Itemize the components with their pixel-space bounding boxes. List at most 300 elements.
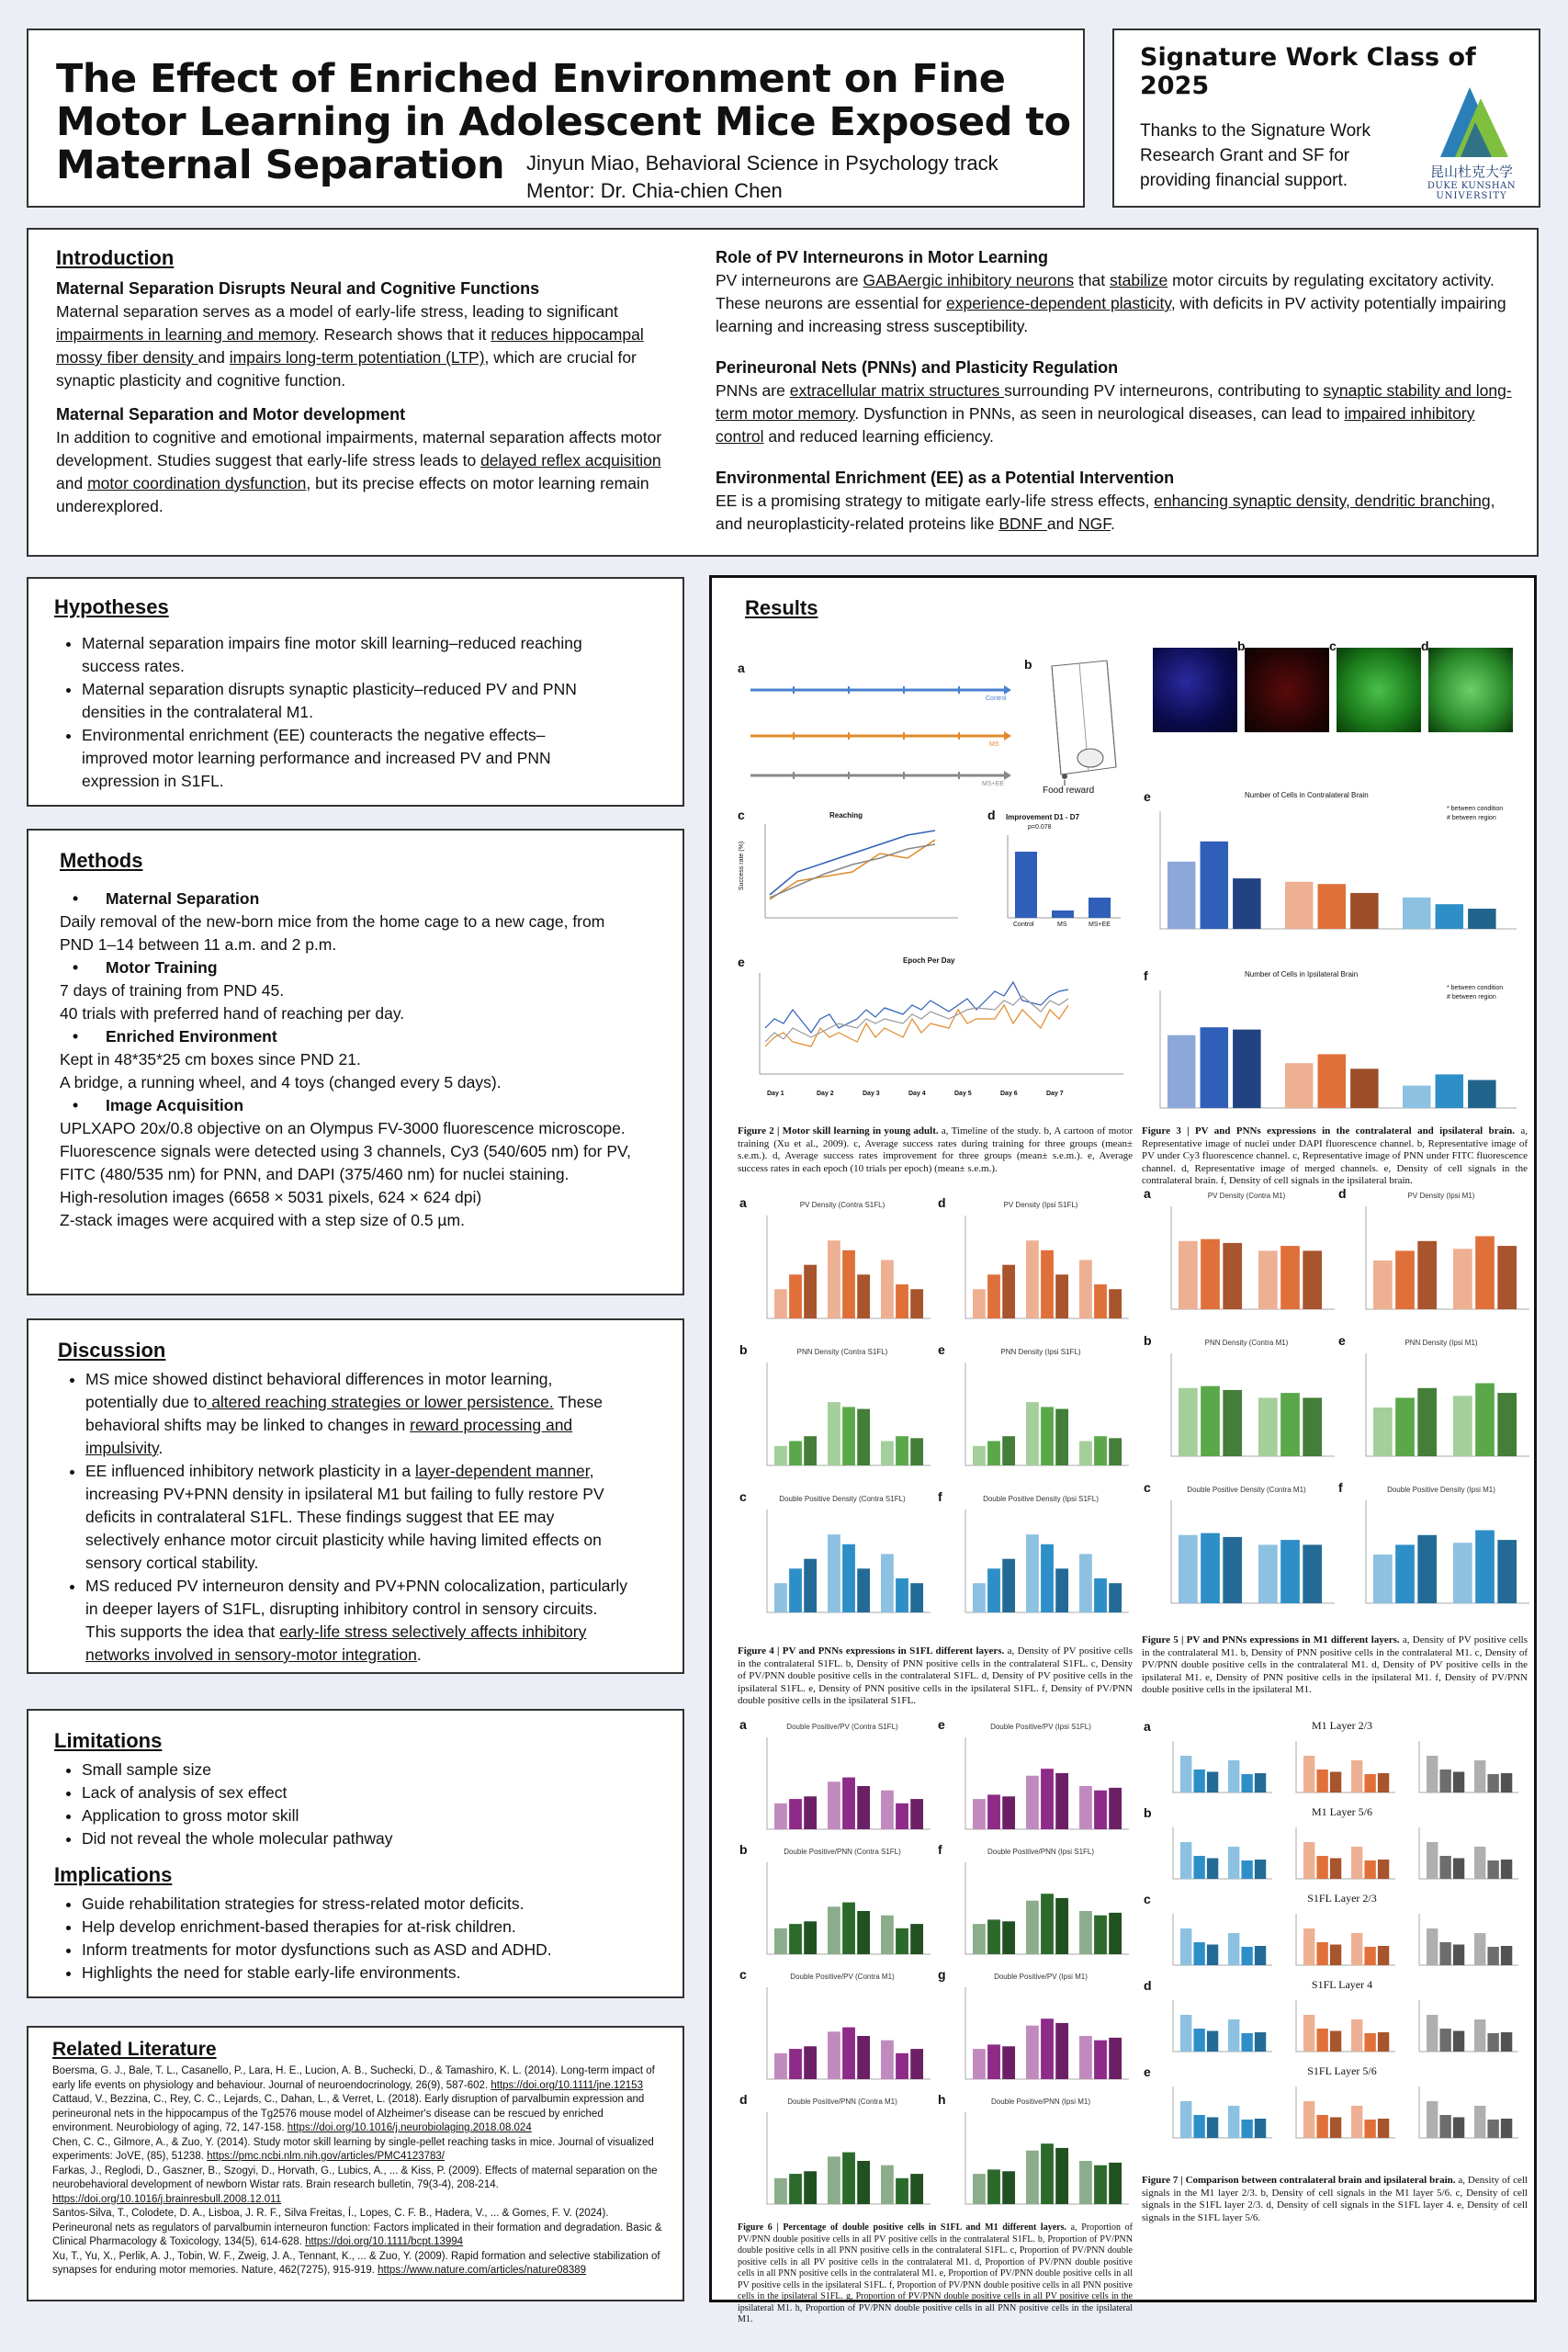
thanks-line-3: providing financial support.: [1140, 171, 1348, 190]
mini-chart-title: PV Density (Contra M1): [1207, 1192, 1286, 1200]
mini-bar-chart: [1403, 1820, 1522, 1892]
panel-letter: b: [1237, 639, 1246, 653]
bar: [1041, 2143, 1054, 2204]
mini-chart-title: PV Density (Ipsi S1FL): [1003, 1201, 1078, 1209]
bar: [1055, 2023, 1068, 2079]
x-tick: Control: [1013, 922, 1034, 928]
mini-chart: [1338, 1480, 1533, 1612]
bar: [1201, 1386, 1220, 1456]
reference-2: Cattaud, V., Bezzina, C., Rey, C. C., Lejards, C., Dahan, L., & Verret, L. (2018). Early disruption of parvalbumin expression and perineuronal nets in the hippocampus of the Tg2576 mouse model of Alzheimer's disease can be rescued by enriched environment. Neurobiology of aging, 72, 147-158. https://doi.org/10.1016/j.neurobiolaging.2018.08.024: [52, 2094, 645, 2133]
mini-bar-chart: [750, 2105, 934, 2217]
mini-chart: [739, 1342, 934, 1475]
mini-chart: [1338, 1186, 1533, 1318]
intro-s2-text: In addition to cognitive and emotional impairments, maternal separation affects motor development. Studies suggest that early-life stress leads to delayed reflex acquisition and motor coordination dysfunction, but its precise effects on motor learning remain underexplored.: [56, 428, 662, 515]
discussion-item-2: • EE influenced inhibitory network plasticity in a layer-dependent manner, increasing PV+PNN density in ipsilateral M1 but failing to fully restore PV deficits in contralateral S1FL. These findings suggest that EE may selectively enhance motor circuit plasticity while having limited effects on sensory cortical stability.: [85, 1460, 629, 1575]
bar: [1180, 1928, 1191, 1965]
fig5-caption: Figure 5 | PV and PNNs expressions in M1 different layers. a, Density of PV positive cells in the contralateral M1. b, Density of PNN positive cells in the contralateral M1. c, Density of PV/PNN double positive cells in the contralateral M1. d, Density of PV positive cells in the ipsilateral M1. e, Density of PNN positive cells in the ipsilateral M1. f, Density of PV/PNN double positive cells in the ipsilateral M1.: [1142, 1634, 1528, 1695]
bar: [1378, 1860, 1389, 1879]
bar: [973, 1924, 986, 1954]
x-tick: Day 3: [863, 1091, 880, 1097]
bar: [1330, 1772, 1341, 1793]
panel-letter: d: [739, 2092, 748, 2107]
panel-letter: e: [738, 955, 745, 969]
bar: [1079, 1554, 1092, 1612]
mini-bar-chart: [949, 1355, 1133, 1478]
author: Jinyun Miao, Behavioral Science in Psychology track: [526, 152, 998, 175]
bar: [1474, 1847, 1485, 1879]
bar: [1475, 1384, 1495, 1457]
mini-bar-chart: [949, 1730, 1133, 1842]
mini-chart: [739, 1195, 934, 1328]
panel-letter: a: [1144, 1719, 1151, 1734]
bar: [1041, 1407, 1054, 1465]
fig7-row: [1144, 1892, 1528, 1978]
bar: [1395, 1250, 1415, 1309]
mini-bar-chart: [1160, 990, 1517, 1108]
fig4-caption: Figure 4 | PV and PNNs expressions in S1FL different layers. a, Density of PV positive cells in the contralateral S1FL. b, Density of PNN positive cells in the contralateral S1FL. c, Density of PV/PNN double positive cells in the contralateral S1FL. d, Density of PV positive cells in the ipsilateral S1FL. e, Density of PNN positive cells in the ipsilateral S1FL. f, Density of PV/PNN double positive cells in the ipsilateral S1FL.: [738, 1645, 1133, 1706]
panel-letter: a: [1144, 1186, 1151, 1201]
mini-chart-title: Double Positive/PV (Ipsi M1): [994, 1973, 1088, 1981]
method-text-separation: Daily removal of the new-born mice from the home cage to a new cage, from PND 1–14 between 11 a.m. and 2 p.m.: [60, 912, 605, 954]
bar: [1303, 1842, 1314, 1879]
bar: [1436, 904, 1463, 929]
mini-bar-chart: [750, 1355, 934, 1478]
bar: [1285, 882, 1313, 929]
bar: [1280, 1393, 1300, 1456]
discussion-title: Discussion: [58, 1339, 166, 1362]
thanks-line-1: Thanks to the Signature Work: [1140, 121, 1371, 141]
mini-bar-chart: [1156, 2079, 1276, 2151]
panel-letter: e: [1144, 789, 1151, 804]
bar: [842, 2153, 855, 2204]
bar: [1453, 1772, 1464, 1793]
hypotheses-list: [54, 632, 657, 793]
bar: [1417, 1535, 1437, 1603]
fig7-row: [1144, 1978, 1528, 2064]
mini-bar-chart: [1160, 811, 1517, 929]
intro-s4-title: Perineuronal Nets (PNNs) and Plasticity Regulation: [716, 358, 1119, 377]
intro-s2-title: Maternal Separation and Motor development: [56, 405, 406, 424]
logo-english-2: UNIVERSITY: [1436, 191, 1507, 201]
intro-left: [56, 246, 681, 518]
fig7-row: [1144, 1719, 1528, 1805]
panel-letter: b: [1144, 1805, 1152, 1820]
bar: [1439, 2029, 1450, 2052]
panel-letter: d: [938, 1195, 946, 1210]
bar: [1228, 1933, 1239, 1965]
reference-link[interactable]: https://doi.org/10.1111/bcpt.13994: [305, 2236, 464, 2247]
bar: [1026, 2026, 1039, 2079]
bar: [1364, 1774, 1375, 1792]
reference-5: Santos-Silva, T., Colodete, D. A., Lisboa, J. R. F., Silva Freitas, Í., Lopes, C. F. B., Hadera, V., ... & Gomes, F. V. (2024). Perineuronal nets as regulators of parvalbumin interneuron function: Factors implicated in their formation and degradation. Basic & Clinical Pharmacology & Toxicology, 134(5), 614-628. https://doi.org/10.1111/bcpt.13994: [52, 2208, 662, 2247]
bar: [1395, 1544, 1415, 1603]
bar: [1228, 2019, 1239, 2052]
bar: [1453, 1859, 1464, 1880]
bar: [789, 2174, 802, 2204]
mini-bar-chart: [750, 1730, 934, 1842]
bar: [1395, 1397, 1415, 1456]
reference-link[interactable]: https://www.nature.com/articles/nature08389: [378, 2265, 587, 2276]
method-text-training-2: 40 trials with preferred hand of reaching per day.: [60, 1004, 405, 1023]
reference-3: Chen, C. C., Gilmore, A., & Zuo, Y. (2014). Study motor skill learning by single-pellet reaching tasks in mice. Journal of visualized experiments: JoVE, (85), 51238. https://pmc.ncbi.nlm.nih.gov/articles/PMC4123783/: [52, 2136, 654, 2162]
bar: [828, 2156, 840, 2204]
bar: [1285, 1063, 1313, 1108]
merged-image: [1428, 648, 1513, 732]
panel-letter: e: [1338, 1333, 1346, 1348]
mini-bar-chart: [949, 1502, 1133, 1625]
bar: [1094, 1916, 1107, 1954]
bar: [1258, 1250, 1278, 1309]
bar: [1094, 1284, 1107, 1318]
fig7-row: [1144, 1805, 1528, 1892]
panel-letter: e: [1144, 2064, 1151, 2079]
signature-title: Signature Work Class of 2025: [1140, 43, 1476, 100]
bar: [804, 1921, 817, 1954]
bar: [1318, 1054, 1346, 1108]
bar: [1041, 1894, 1054, 1954]
timeline-label-ms: MS: [989, 741, 999, 748]
implication-item: • Inform treatments for motor dysfunctions such as ASD and ADHD.: [82, 1939, 657, 1962]
bar: [1316, 2029, 1327, 2052]
panel-letter: f: [938, 1842, 942, 1857]
note: # between region: [1447, 815, 1496, 821]
bar: [1330, 2031, 1341, 2052]
bar: [1109, 1289, 1122, 1318]
intro-s5-text: EE is a promising strategy to mitigate early-life stress effects, enhancing synaptic density, dendritic branching, and neuroplasticity-related proteins like BDNF and NGF.: [716, 492, 1495, 533]
bar: [1258, 1397, 1278, 1456]
mini-bar-chart: [1156, 1820, 1276, 1892]
contra-bars: [1144, 789, 1529, 945]
limitation-item: • Small sample size: [82, 1758, 657, 1781]
bar: [987, 1442, 1000, 1466]
fig7-row-title: M1 Layer 2/3: [1312, 1719, 1372, 1732]
bar: [1316, 1942, 1327, 1965]
fig7-row-title: S1FL Layer 5/6: [1307, 2064, 1377, 2077]
bar: [973, 2049, 986, 2079]
mini-chart-title: Double Positive/PNN (Ipsi S1FL): [987, 1848, 1095, 1856]
bar: [1079, 1260, 1092, 1318]
bar: [1055, 2148, 1068, 2204]
bar: [1427, 2015, 1438, 2052]
bar: [1109, 2038, 1122, 2079]
reference-link[interactable]: https://doi.org/10.1111/jne.12153: [491, 2079, 643, 2091]
bar: [804, 1265, 817, 1318]
mini-chart-title: Double Positive/PNN (Contra M1): [787, 2098, 897, 2106]
mini-chart: [1338, 1333, 1533, 1465]
bar: [1427, 2101, 1438, 2138]
bar: [857, 2161, 870, 2204]
chart-title: Improvement D1 - D7: [1006, 813, 1080, 821]
bar: [1223, 1537, 1242, 1603]
panel-letter: a: [739, 1195, 747, 1210]
bar: [1026, 1901, 1039, 1954]
pnn-image: [1337, 648, 1421, 732]
bar: [910, 2049, 923, 2079]
mini-bar-chart: [1403, 2079, 1522, 2151]
reaching-line-chart: [738, 808, 967, 945]
mini-bar-chart: [1156, 1906, 1276, 1978]
bar: [1439, 1856, 1450, 1879]
results-title: Results: [745, 596, 818, 619]
bar: [804, 2046, 817, 2079]
bar: [1403, 898, 1430, 929]
bar: [842, 1903, 855, 1954]
mini-chart: [1144, 1333, 1338, 1465]
bar: [789, 1568, 802, 1612]
bar: [1501, 2119, 1512, 2138]
bar: [1079, 2161, 1092, 2204]
mentor: Mentor: Dr. Chia-chien Chen: [526, 179, 783, 202]
mini-bar-chart: [1403, 1993, 1522, 2064]
fig7-row: [1144, 2064, 1528, 2151]
bar: [1303, 1928, 1314, 1965]
mini-bar-chart: [1403, 1734, 1522, 1805]
bar: [1201, 842, 1228, 929]
bar: [1109, 1583, 1122, 1612]
mini-chart: [739, 2092, 934, 2213]
mini-chart: [938, 1489, 1133, 1622]
implication-item: • Guide rehabilitation strategies for stress-related motor deficits.: [82, 1893, 657, 1916]
fig2c-reaching: [738, 808, 967, 945]
bar: [1094, 1791, 1107, 1829]
fig2a-timeline: [738, 661, 1013, 798]
bar: [1364, 1860, 1375, 1879]
bar: [881, 2165, 894, 2204]
bar: [1453, 1945, 1464, 1966]
mini-chart-title: PNN Density (Contra S1FL): [796, 1348, 888, 1356]
bar: [1179, 1241, 1198, 1309]
bar: [1316, 1770, 1327, 1792]
fig2d-improvement: [987, 808, 1125, 945]
limitation-item: • Lack of analysis of sex effect: [82, 1781, 657, 1804]
bar: [1330, 2118, 1341, 2139]
bar: [1501, 2032, 1512, 2052]
limitation-item: • Did not reveal the whole molecular pathway: [82, 1827, 657, 1850]
bar: [1193, 2115, 1204, 2138]
implications-list: [54, 1893, 657, 1984]
bar: [910, 1289, 923, 1318]
bar: [896, 2053, 908, 2079]
mini-bar-chart: [1349, 1199, 1533, 1322]
bar: [1026, 1402, 1039, 1465]
mini-chart-title: PV Density (Contra S1FL): [799, 1201, 886, 1209]
food-reward-label: Food reward: [1043, 786, 1095, 796]
bar: [1079, 1786, 1092, 1829]
bar: [1474, 1760, 1485, 1792]
x-tick: Day 1: [767, 1091, 784, 1097]
panel-letter: a: [1145, 639, 1153, 653]
method-text-enriched-1: Kept in 48*35*25 cm boxes since PND 21.: [60, 1050, 361, 1069]
bar: [1180, 2015, 1191, 2052]
bar: [774, 2178, 787, 2204]
bar: [857, 1409, 870, 1465]
bar: [1079, 2036, 1092, 2079]
fig3e-contra: [1144, 789, 1529, 945]
bar: [1303, 1250, 1322, 1309]
mini-bar-chart: [750, 1208, 934, 1331]
panel-letter: e: [938, 1717, 945, 1732]
x-tick: MS+EE: [1089, 922, 1111, 928]
logo-chinese: 昆山杜克大学: [1429, 164, 1513, 180]
panel-letter: e: [938, 1342, 945, 1357]
bar: [1180, 1756, 1191, 1792]
bar: [828, 1906, 840, 1954]
title-line-1: The Effect of Enriched Environment on Fine: [56, 56, 1006, 102]
bar: [1207, 1859, 1218, 1880]
bar: [1351, 1760, 1362, 1792]
bar: [1439, 1942, 1450, 1965]
bar: [1241, 2120, 1252, 2138]
bar: [881, 1916, 894, 1954]
bar: [896, 1436, 908, 1465]
mini-chart-title: Double Positive/PV (Contra M1): [790, 1973, 895, 1981]
panel-letter: c: [1329, 639, 1337, 653]
bar: [1109, 1913, 1122, 1954]
bar: [1350, 893, 1378, 929]
bar: [1280, 1540, 1300, 1603]
panel-letter: b: [1024, 657, 1032, 672]
bar: [1453, 2031, 1464, 2052]
x-tick: Day 5: [954, 1091, 972, 1097]
mini-chart-title: Double Positive/PNN (Ipsi M1): [990, 2098, 1091, 2106]
bar: [1241, 1860, 1252, 1879]
methods-box: [27, 829, 684, 1295]
panel-letter: c: [739, 1967, 747, 1982]
chart-title: Reaching: [829, 811, 863, 820]
bar: [1109, 2163, 1122, 2204]
implications-title: Implications: [54, 1863, 173, 1886]
bar: [1351, 1847, 1362, 1879]
mini-chart: [739, 1967, 934, 2088]
bar: [1350, 1069, 1378, 1108]
intro-right: [716, 248, 1524, 536]
mini-chart-title: Double Positive Density (Ipsi M1): [1387, 1486, 1495, 1494]
bar: [1378, 2119, 1389, 2138]
note: * between condition: [1447, 985, 1504, 991]
bar: [1378, 2032, 1389, 2052]
bar: [1180, 1842, 1191, 1879]
bar: [1255, 1946, 1266, 1965]
mini-bar-chart: [1280, 1906, 1399, 1978]
bar: [1241, 1947, 1252, 1965]
panel-letter: b: [739, 1342, 748, 1357]
panel-letter: b: [739, 1842, 748, 1857]
bar: [1041, 2018, 1054, 2079]
bar: [774, 1804, 787, 1829]
bar: [1207, 2118, 1218, 2139]
bar: [1179, 1535, 1198, 1603]
mini-chart-title: PV Density (Ipsi M1): [1407, 1192, 1475, 1200]
bar: [1303, 1544, 1322, 1603]
bar: [804, 1436, 817, 1465]
method-text-image-3: High-resolution images (6658 × 5031 pixels, 624 × 624 dpi): [60, 1188, 482, 1206]
bar: [1223, 1243, 1242, 1309]
intro-s3-title: Role of PV Interneurons in Motor Learning: [716, 248, 1049, 266]
mini-chart-title: PNN Density (Ipsi M1): [1404, 1339, 1478, 1347]
bar: [1453, 1396, 1472, 1456]
reference-6: Xu, T., Yu, X., Perlik, A. J., Tobin, W. F., Zweig, J. A., Tennant, K., ... & Zuo, Y. (2009). Rapid formation and selective stabilization of synapses for enduring motor memories. Nature, 462(7275), 915-919. https://www.nature.com/articles/nature08389: [52, 2250, 660, 2276]
mini-bar-chart: [1155, 1493, 1338, 1616]
results-box: [709, 575, 1537, 2324]
bar: [1453, 2118, 1464, 2139]
bar: [1439, 2115, 1450, 2138]
bar: [1330, 1945, 1341, 1966]
bar: [857, 1911, 870, 1954]
bar: [1255, 1860, 1266, 1879]
title-line-3: Maternal Separation: [56, 142, 505, 188]
bar: [1041, 1544, 1054, 1612]
implication-item: • Help develop enrichment-based therapies for at-risk children.: [82, 1916, 657, 1939]
panel-letter: c: [738, 808, 745, 822]
chart-title: Number of Cells in Ipsilateral Brain: [1245, 970, 1359, 978]
reference-link[interactable]: https://doi.org/10.1016/j.neurobiolaging.2018.08.024: [287, 2122, 532, 2133]
bar: [1223, 1390, 1242, 1456]
mini-bar-chart: [750, 1502, 934, 1625]
bar: [774, 2053, 787, 2079]
bar: [1241, 2033, 1252, 2052]
bar: [1255, 2119, 1266, 2138]
bar: [1041, 1769, 1054, 1829]
bar: [881, 1442, 894, 1466]
bar: [857, 1568, 870, 1612]
fig7-row-title: M1 Layer 5/6: [1312, 1805, 1372, 1818]
reference-link[interactable]: https://doi.org/10.1016/j.brainresbull.2008.12.011: [52, 2193, 282, 2205]
bar: [987, 2169, 1000, 2204]
mini-chart: [1144, 1480, 1338, 1612]
bar: [789, 1442, 802, 1466]
bar: [1439, 1770, 1450, 1792]
mini-bar-chart: [949, 1855, 1133, 1967]
bar: [1041, 1250, 1054, 1318]
mini-chart-title: PNN Density (Contra M1): [1204, 1339, 1289, 1347]
bar: [1364, 2120, 1375, 2138]
bar: [1228, 1760, 1239, 1792]
panel-letter: c: [739, 1489, 747, 1504]
bar: [973, 2174, 986, 2204]
bar: [1055, 1274, 1068, 1318]
dku-logo: [1421, 85, 1522, 201]
bar: [987, 1568, 1000, 1612]
bar: [973, 1799, 986, 1829]
bar: [1403, 1086, 1430, 1108]
mini-chart-title: Double Positive/PNN (Contra S1FL): [784, 1848, 901, 1856]
intro-s1-text: Maternal separation serves as a model of early-life stress, leading to significant impairments in learning and memory. Research shows that it reduces hippocampal mossy fiber density and impairs long-term potentiation (LTP), which are crucial for synaptic plasticity and cognitive function.: [56, 302, 644, 390]
bar: [1026, 1776, 1039, 1829]
bar: [1079, 1911, 1092, 1954]
bar: [1364, 1947, 1375, 1965]
bar: [1026, 2151, 1039, 2204]
panel-letter: h: [938, 2092, 946, 2107]
literature-box: [27, 2026, 684, 2301]
p-value: p=0.078: [1028, 824, 1052, 831]
hypotheses-box: [27, 577, 684, 807]
bar: [1351, 2019, 1362, 2052]
mini-chart: [938, 1717, 1133, 1838]
panel-letter: a: [738, 661, 745, 675]
reference-1: Boersma, G. J., Bale, T. L., Casanello, P., Lara, H. E., Lucion, A. B., Suchecki, D., & Tamashiro, K. L. (2014). Long-term impact of early life events on physiology and behaviour. Journal of neuroendocrinology, 26(9), 587-602. https://doi.org/10.1111/jne.12153: [52, 2065, 655, 2091]
panel-letter: c: [1144, 1892, 1151, 1906]
intro-title: Introduction: [56, 246, 175, 269]
discussion-item-3: • MS reduced PV interneuron density and PV+PNN colocalization, particularly in deeper layers of S1FL, disrupting inhibitory control in sensory circuits. This supports the idea that early-life stress selectively affects inhibitory networks involved in sensory-motor integration.: [85, 1575, 629, 1667]
bar: [1474, 1933, 1485, 1965]
intro-s5-title: Environmental Enrichment (EE) as a Potential Intervention: [716, 469, 1175, 487]
author-block: [526, 150, 998, 205]
bar: [1055, 1773, 1068, 1829]
fig2-caption: Figure 2 | Motor skill learning in young adult. a, Timeline of the study. b, A cartoon of motor training (Xu et al., 2009). c, Average success rates during training for three groups (mean± s.e.m.). d, Average success rates improvement for three groups (mean± s.e.m.). e, Average success rates in each epoch (10 trials per epoch) (mean± s.e.m.).: [738, 1125, 1133, 1174]
reference-link[interactable]: https://pmc.ncbi.nlm.nih.gov/articles/PMC4123783/: [207, 2151, 445, 2162]
bar: [881, 2041, 894, 2079]
method-text-image-4: Z-stack images were acquired with a step size of 0.5 µm.: [60, 1211, 465, 1229]
